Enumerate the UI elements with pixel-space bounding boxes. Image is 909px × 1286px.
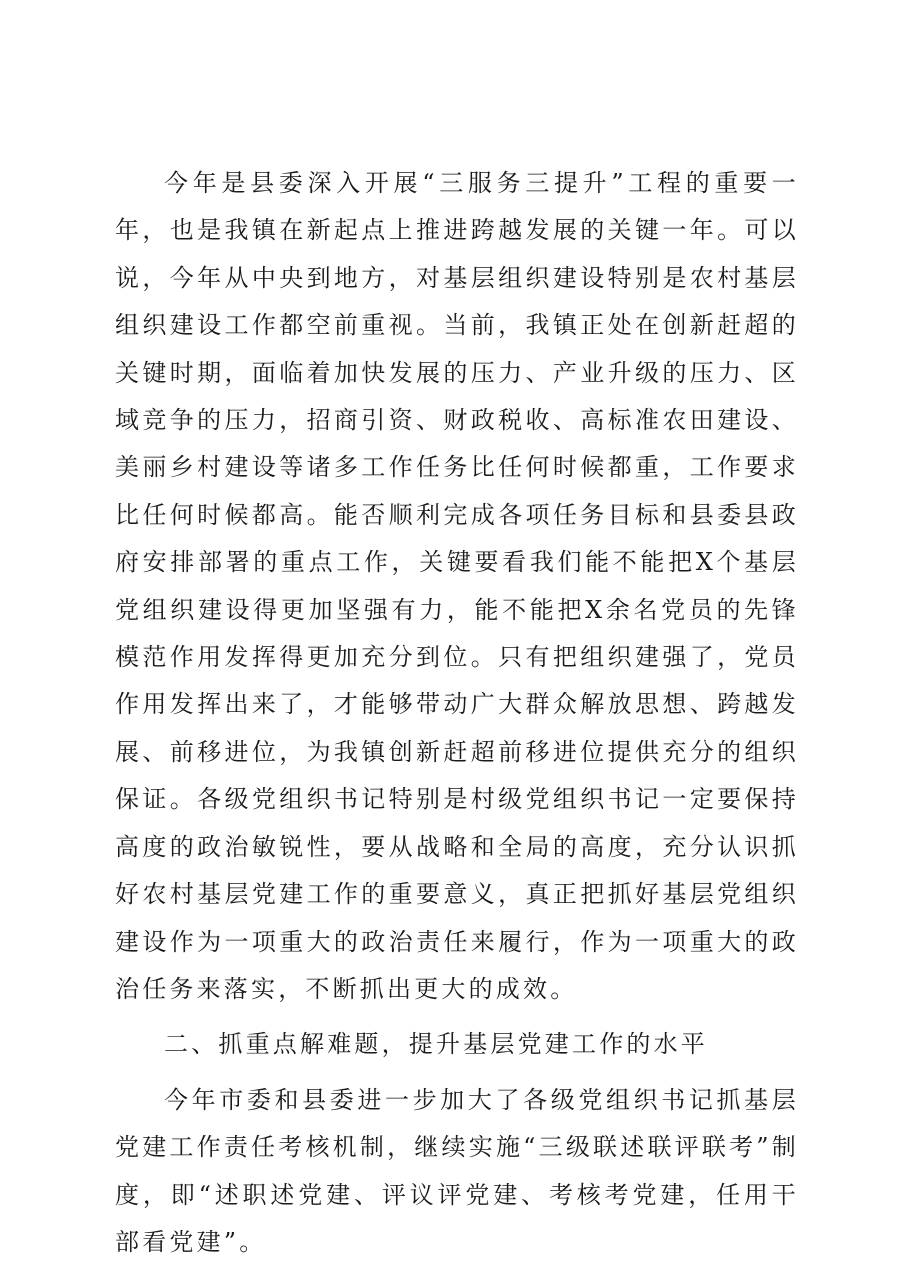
section-paragraph: 今年市委和县委进一步加大了各级党组织书记抓基层党建工作责任考核机制，继续实施“三级联述联评联考”制度，即“述职述党建、评议评党建、考核考党建，任用干部看党建”。 xyxy=(115,1085,799,1256)
body-paragraph: 今年是县委深入开展“三服务三提升”工程的重要一年，也是我镇在新起点上推进跨越发展的关键一年。可以说，今年从中央到地方，对基层组织建设特别是农村基层组织建设工作都空前重视。当前，我镇正处在创新赶超的关键时期，面临着加快发展的压力、产业升级的压力、区域竞争的压力，招商引资、财政税收、高标准农田建设、美丽乡村建设等诸多工作任务比任何时候都重，工作要求比任何时候都高。能否顺利完成各项任务目标和县委县政府安排部署的重点工作，关键要看我们能不能把X个基层党组织建设得更加坚强有力，能不能把X余名党员的先锋模范作用发挥得更加充分到位。只有把组织建强了，党员作用发挥出来了，才能够带动广大群众解放思想、跨越发展、前移进位，为我镇创新赶超前移进位提供充分的组织保证。各级党组织书记特别是村级党组织书记一定要保持高度的政治敏锐性，要从战略和全局的高度，充分认识抓好农村基层党建工作的重要意义，真正把抓好基层党组织建设作为一项重大的政治责任来履行，作为一项重大的政治任务来落实，不断抓出更大的成效。 xyxy=(115,169,799,1003)
section-heading: 二、抓重点解难题，提升基层党建工作的水平 xyxy=(164,1030,708,1059)
document-body xyxy=(115,160,799,1266)
paragraph-spacer xyxy=(115,1013,799,1021)
paragraph-spacer xyxy=(115,1069,799,1077)
